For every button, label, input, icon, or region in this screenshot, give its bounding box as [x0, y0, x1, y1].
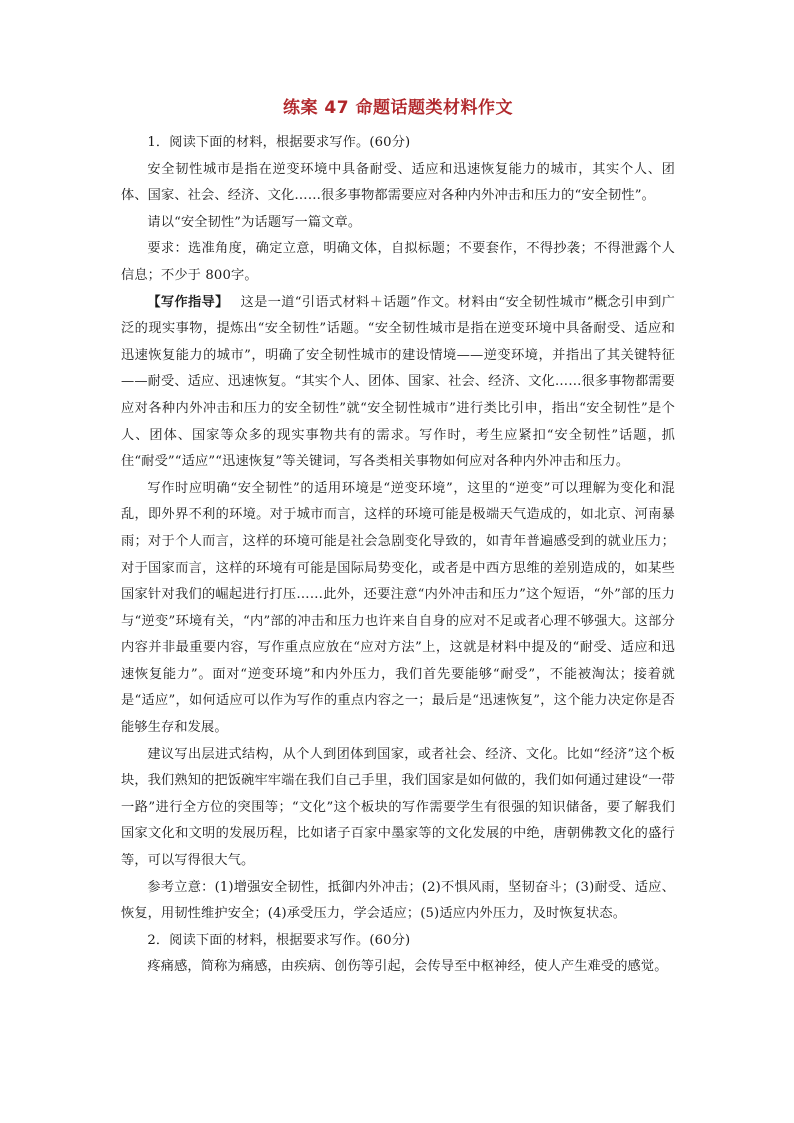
reference-ideas: 参考立意：(1)增强安全韧性，抵御内外冲击；(2)不惧风雨，坚韧奋斗；(3)耐受、适应、恢复，用韧性维护安全；(4)承受压力，学会适应；(5)适应内外压力，及时恢复状态。	[121, 879, 675, 922]
question-1-prompt: 1．阅读下面的材料，根据要求写作。(60分)	[147, 135, 411, 150]
document-body	[121, 94, 675, 981]
question-1-requirements: 要求：选准角度，确定立意，明确文体，自拟标题；不要套作，不得抄袭；不得泄露个人信息；不少于 800字。	[121, 241, 675, 283]
writing-guide-paragraph-2: 写作时应明确“安全韧性”的适用环境是“逆变环境”，这里的“逆变”可以理解为变化和混乱，即外界不利的环境。对于城市而言，这样的环境可能是极端天气造成的，如北京、河南暴雨；对于个人而言，这样的环境可能是社会急剧变化导致的，如青年普遍感受到的就业压力；对于国家而言，这样的环境有可能是国际局势变化，或者是中西方思维的差别造成的，如某些国家针对我们的崛起进行打压……此外，还要注意“内外冲击和压力”这个短语，“外”部的压力与“逆变”环境有关，“内”部的冲击和压力也许来自自身的应对不足或者心理不够强大。这部分内容并非最重要内容，写作重点应放在“应对方法”上，这就是材料中提及的“耐受、适应和迅速恢复能力”。面对“逆变环境”和内外压力，我们首先要能够“耐受”，不能被淘汰；接着就是“适应”，如何适应可以作为写作的重点内容之一；最后是“迅速恢复”，这个能力决定你是否能够生存和发展。	[121, 480, 675, 736]
writing-guide-paragraph-1	[121, 290, 675, 476]
question-2-material: 疼痛感，简称为痛感，由疾病、创伤等引起，会传导至中枢神经，使人产生难受的感觉。	[147, 959, 668, 975]
question-1-material: 安全韧性城市是指在逆变环境中具备耐受、适应和迅速恢复能力的城市，其实个人、团体、国家、社会、经济、文化……很多事物都需要应对各种内外冲击和压力的“安全韧性”。	[121, 161, 675, 204]
question-1-instruction: 请以“安全韧性”为话题写一篇文章。	[147, 214, 362, 230]
writing-guide-label: 【写作指导】	[147, 294, 229, 310]
question-2-prompt: 2．阅读下面的材料，根据要求写作。(60分)	[147, 932, 411, 948]
writing-guide-text-1: 这是一道“引语式材料＋话题”作文。材料由“安全韧性城市”概念引申到广泛的现实事物，提炼出“安全韧性”话题。“安全韧性城市是指在逆变环境中具备耐受、适应和迅速恢复能力的城市”，明确了安全韧性城市的建设情境——逆变环境，并指出了其关键特征——耐受、适应、迅速恢复。“其实个人、团体、国家、社会、经济、文化……很多事物都需要应对各种内外冲击和压力的安全韧性”就“安全韧性城市”进行类比引申，指出“安全韧性”是个人、团体、国家等众多的现实事物共有的需求。写作时，考生应紧扣“安全韧性”话题，抓住“耐受”“适应”“迅速恢复”等关键词，写各类相关事物如何应对各种内外冲击和压力。	[121, 294, 675, 470]
page-title: 练案 47 命题话题类材料作文	[283, 98, 513, 118]
writing-guide-paragraph-3: 建议写出层进式结构，从个人到团体到国家，或者社会、经济、文化。比如“经济”这个板块，我们熟知的把饭碗牢牢端在我们自己手里，我们国家是如何做的，我们如何通过建设“一带一路”进行全方位的突围等；“文化”这个板块的写作需要学生有很强的知识储备，要了解我们国家文化和文明的发展历程，比如诸子百家中墨家等的文化发展的中绝，唐朝佛教文化的盛行等，可以写得很大气。	[121, 746, 675, 869]
